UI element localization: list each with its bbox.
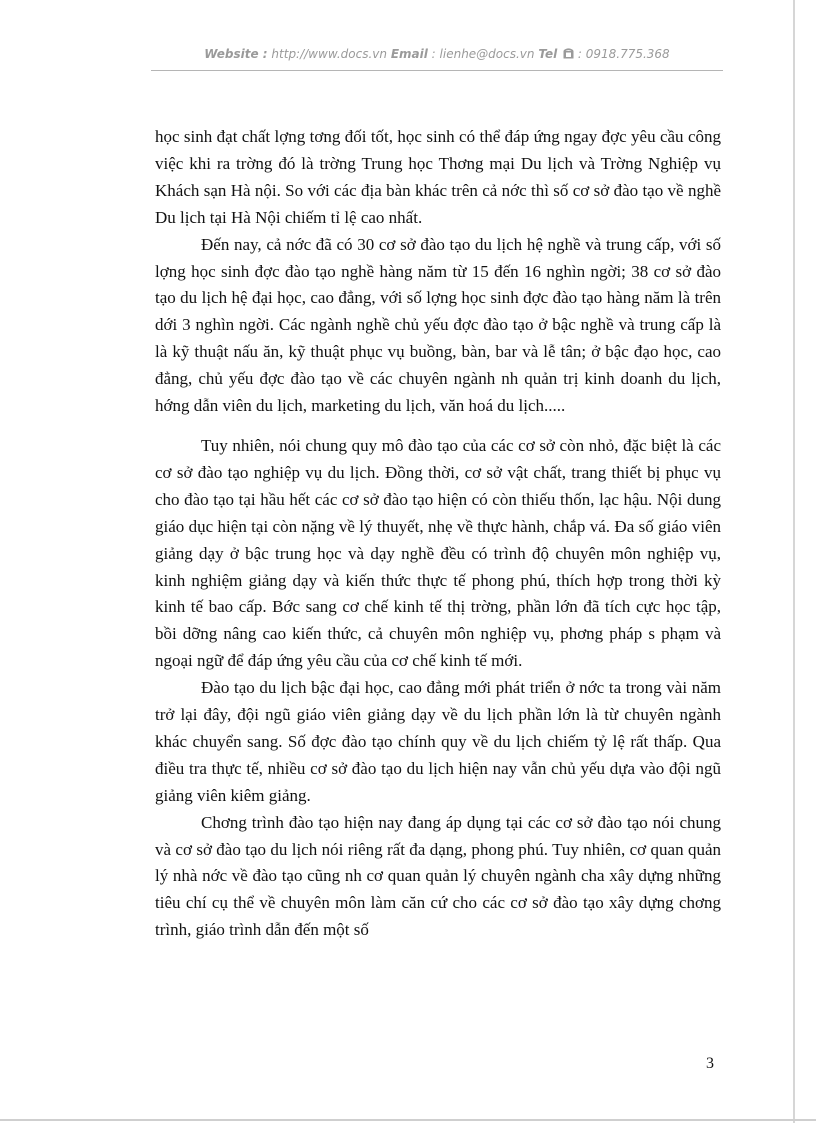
page-header xyxy=(151,47,723,61)
page-edge-right xyxy=(793,0,795,1123)
website-url[interactable]: http://www.docs.vn xyxy=(267,47,391,61)
email-label: Email xyxy=(390,47,428,61)
paragraph-3: Tuy nhiên, nói chung quy mô đào tạo của các cơ sở còn nhỏ, đặc biệt là các cơ sở đào tạo nghiệp vụ du lịch. Đồng thời, cơ sở vật chất, trang thiết bị phục vụ cho đào tạo tại hầu hết các cơ sở đào tạo hiện có còn thiếu thốn, lạc hậu. Nội dung giáo dục hiện tại còn nặng về lý thuyết, nhẹ về thực hành, chắp vá. Đa số giáo viên giảng dạy ở bậc trung học và dạy nghề đều có trình độ chuyên môn nghiệp vụ, kinh nghiệm giảng dạy và kiến thức thực tế phong phú, thích hợp trong thời kỳ kinh tế bao cấp. Bớc sang cơ chế kinh tế thị trờng, phần lớn đã tích cực học tập, bồi dỡng nâng cao kiến thức, cả chuyên môn nghiệp vụ, phơng pháp s phạm và ngoại ngữ để đáp ứng yêu cầu của cơ chế kinh tế mới. xyxy=(155,435,721,671)
header-divider xyxy=(151,70,723,71)
email-address[interactable]: : lienhe@docs.vn xyxy=(427,47,539,61)
website-label: Website : xyxy=(204,47,268,61)
tel-number: : 0918.775.368 xyxy=(574,47,670,61)
page-edge-bottom xyxy=(0,1119,816,1121)
tel-label: Tel xyxy=(538,47,558,61)
page-number: 3 xyxy=(706,1055,714,1072)
body-text xyxy=(155,124,721,944)
paragraph-4: Đào tạo du lịch bậc đại học, cao đẳng mới phát triển ở nớc ta trong vài năm trở lại đây, đội ngũ giáo viên giảng dạy về du lịch phần lớn là từ chuyên ngành khác chuyển sang. Số đợc đào tạo chính quy về du lịch chiếm tỷ lệ rất thấp. Qua điều tra thực tế, nhiều cơ sở đào tạo du lịch hiện nay vẫn chủ yếu dựa vào đội ngũ giảng viên kiêm giảng. xyxy=(155,678,721,805)
phone-icon xyxy=(561,47,574,61)
paragraph-2: Đến nay, cả nớc đã có 30 cơ sở đào tạo du lịch hệ nghề và trung cấp, với số lợng học sinh đợc đào tạo nghề hàng năm từ 15 đến 16 nghìn ngời; 38 cơ sở đào tạo du lịch hệ đại học, cao đẳng, với số lợng học sinh đợc đào tạo hàng năm là trên dới 3 nghìn ngời. Các ngành nghề chủ yếu đợc đào tạo ở bậc nghề và trung cấp là là kỹ thuật nấu ăn, kỹ thuật phục vụ buồng, bàn, bar và lễ tân; ở bậc đạo học, cao đẳng, chủ yếu đợc đào tạo về các chuyên ngành nh quản trị kinh doanh du lịch, hớng dẫn viên du lịch, marketing du lịch, văn hoá du lịch..... xyxy=(155,234,721,416)
paragraph-5: Chơng trình đào tạo hiện nay đang áp dụng tại các cơ sở đào tạo nói chung và cơ sở đào tạo du lịch nói riêng rất đa dạng, phong phú. Tuy nhiên, cơ quan quản lý nhà nớc về đào tạo cũng nh cơ quan quản lý chuyên ngành cha xây dựng những tiêu chí cụ thể về chuyên môn làm căn cứ cho các cơ sở đào tạo xây dựng chơng trình, giáo trình dẫn đến một số xyxy=(155,812,721,940)
paragraph-1: học sinh đạt chất lợng tơng đối tốt, học sinh có thể đáp ứng ngay đợc yêu cầu công việc khi ra trờng đó là trờng Trung học Thơng mại Du lịch và Trờng Nghiệp vụ Khách sạn Hà nội. So với các địa bàn khác trên cả nớc thì số cơ sở đào tạo về nghề Du lịch tại Hà Nội chiếm tỉ lệ cao nhất. xyxy=(155,127,721,227)
